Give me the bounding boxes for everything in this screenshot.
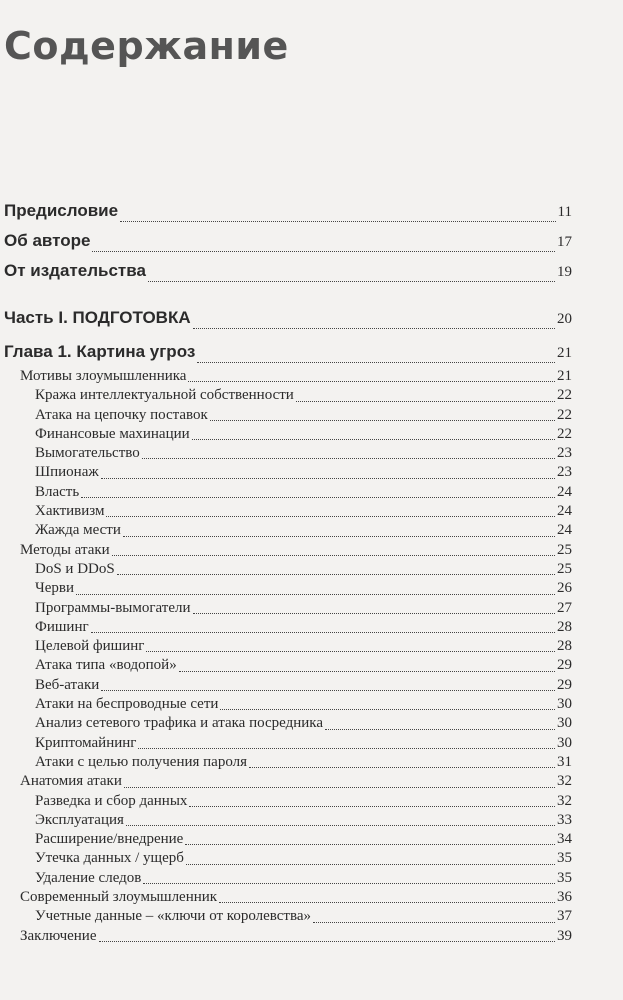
toc-entry[interactable]: [4, 772, 572, 791]
toc-entry[interactable]: [4, 367, 572, 386]
toc-entry-page: 21: [557, 368, 572, 384]
toc-sections: [4, 367, 572, 946]
toc-entry[interactable]: [4, 927, 572, 946]
dot-leader: [76, 594, 555, 595]
toc-entry-page: 24: [557, 483, 572, 500]
toc-entry[interactable]: [4, 637, 572, 656]
toc-entry[interactable]: [4, 560, 572, 579]
page-title: Содержание: [4, 24, 289, 68]
toc-entry-page: 28: [557, 618, 572, 635]
dot-leader: [219, 902, 555, 903]
toc-entry-title: Программы-вымогатели: [35, 599, 191, 616]
toc-entry[interactable]: [4, 869, 572, 888]
toc-entry[interactable]: [4, 734, 572, 753]
toc-entry[interactable]: [4, 444, 572, 463]
dot-leader: [193, 328, 555, 329]
dot-leader: [146, 651, 555, 652]
toc-entry-title: Целевой фишинг: [35, 638, 145, 655]
toc-entry-page: 30: [557, 715, 572, 732]
toc-entry-part[interactable]: [4, 303, 572, 333]
dot-leader: [123, 536, 555, 537]
toc-entry-title: DoS и DDoS: [35, 560, 115, 577]
toc-entry-title: Хактивизм: [35, 503, 105, 520]
toc-entry-title: Эксплуатация: [35, 811, 124, 828]
dot-leader: [192, 439, 555, 440]
toc-entry-title: Атака типа «водопой»: [35, 657, 177, 674]
toc-entry-page: 23: [557, 464, 572, 481]
toc-entry-page: 21: [557, 345, 572, 361]
toc-entry-title: Финансовые махинации: [35, 425, 190, 442]
toc-entry[interactable]: [4, 406, 572, 425]
toc-entry-title: Заключение: [20, 927, 97, 944]
dot-leader: [188, 381, 555, 382]
toc-entry-title: Удаление следов: [35, 869, 142, 886]
toc-entry[interactable]: [4, 599, 572, 618]
toc-entry-title: Жажда мести: [35, 522, 121, 539]
dot-leader: [197, 362, 555, 363]
toc-entry-page: 30: [557, 734, 572, 751]
toc-entry[interactable]: [4, 483, 572, 502]
toc-entry[interactable]: [4, 425, 572, 444]
toc-entry-title: Расширение/внедрение: [35, 831, 184, 848]
toc-entry-title: От издательства: [4, 261, 146, 280]
dot-leader: [81, 497, 555, 498]
toc-entry-page: 35: [557, 869, 572, 886]
toc-entry-chapter[interactable]: [4, 337, 572, 367]
dot-leader: [91, 632, 555, 633]
toc-entry-page: 34: [557, 831, 572, 848]
toc-entry[interactable]: [4, 888, 572, 907]
toc-entry-title: Шпионаж: [35, 464, 99, 481]
dot-leader: [313, 922, 555, 923]
toc-entry-title: Вымогательство: [35, 445, 140, 462]
toc-entry-page: 22: [557, 406, 572, 423]
dot-leader: [112, 555, 555, 556]
dot-leader: [101, 478, 555, 479]
toc-entry-page: 29: [557, 676, 572, 693]
toc-entry-title: Кража интеллектуальной собственности: [35, 387, 294, 404]
toc-entry-from-publisher[interactable]: [4, 256, 572, 286]
dot-leader: [186, 864, 555, 865]
toc-entry-title: Атаки на беспроводные сети: [35, 696, 219, 713]
toc-entry-page: 20: [557, 311, 572, 327]
toc-entry[interactable]: [4, 811, 572, 830]
toc-entry-title: Глава 1. Картина угроз: [4, 342, 196, 361]
toc-entry-page: 22: [557, 425, 572, 442]
toc-entry[interactable]: [4, 695, 572, 714]
dot-leader: [124, 787, 555, 788]
dot-leader: [126, 825, 555, 826]
toc-entry[interactable]: [4, 579, 572, 598]
toc-entry-page: 35: [557, 850, 572, 867]
toc-entry-title: Предисловие: [4, 201, 119, 220]
toc-entry-page: 11: [557, 204, 572, 220]
toc-entry-title: Утечка данных / ущерб: [35, 850, 184, 867]
toc-entry-title: Методы атаки: [20, 541, 110, 558]
dot-leader: [296, 401, 555, 402]
toc-entry-title: Власть: [35, 483, 80, 500]
toc-entry[interactable]: [4, 463, 572, 482]
dot-leader: [220, 709, 555, 710]
toc-entry[interactable]: [4, 676, 572, 695]
toc-entry-page: 25: [557, 560, 572, 577]
dot-leader: [179, 671, 555, 672]
toc-entry-page: 31: [557, 753, 572, 770]
toc-entry[interactable]: [4, 714, 572, 733]
toc-entry-page: 25: [557, 541, 572, 558]
dot-leader: [193, 613, 555, 614]
dot-leader: [117, 574, 555, 575]
toc-entry-title: Атака на цепочку поставок: [35, 406, 208, 423]
toc-entry-title: Анатомия атаки: [20, 773, 122, 790]
toc-entry-title: Атаки с целью получения пароля: [35, 753, 248, 770]
toc-entry-page: 24: [557, 503, 572, 520]
toc-entry-page: 19: [557, 264, 572, 280]
toc-entry-preface[interactable]: [4, 196, 572, 226]
toc-entry-page: 30: [557, 696, 572, 713]
toc-entry-page: 36: [557, 889, 572, 906]
toc-entry-title: Учетные данные – «ключи от королевства»: [35, 908, 312, 925]
toc-entry-title: Мотивы злоумышленника: [20, 368, 187, 384]
dot-leader: [249, 767, 555, 768]
toc-entry[interactable]: [4, 656, 572, 675]
toc-entry-title: Разведка и сбор данных: [35, 792, 188, 809]
dot-leader: [106, 516, 555, 517]
dot-leader: [142, 458, 555, 459]
toc-entry-title: Криптомайнинг: [35, 734, 137, 751]
toc-entry-page: 32: [557, 792, 572, 809]
dot-leader: [143, 883, 555, 884]
dot-leader: [325, 729, 555, 730]
toc-entry-page: 28: [557, 638, 572, 655]
toc-entry-title: Современный злоумышленник: [20, 889, 218, 906]
toc-entry[interactable]: [4, 830, 572, 849]
toc-entry-page: 26: [557, 580, 572, 597]
dot-leader: [101, 690, 555, 691]
toc-entry-title: Веб-атаки: [35, 676, 100, 693]
toc-entry-title: Фишинг: [35, 618, 89, 635]
toc-entry-page: 33: [557, 811, 572, 828]
toc-entry-page: 39: [557, 927, 572, 944]
toc-entry-page: 24: [557, 522, 572, 539]
table-of-contents: [4, 196, 572, 946]
toc-entry-title: Часть I. ПОДГОТОВКА: [4, 308, 191, 327]
toc-entry-page: 17: [557, 234, 572, 250]
toc-entry[interactable]: [4, 386, 572, 405]
toc-entry-about-author[interactable]: [4, 226, 572, 256]
toc-entry[interactable]: [4, 753, 572, 772]
toc-entry-title: Об авторе: [4, 231, 91, 250]
toc-entry[interactable]: [4, 849, 572, 868]
toc-entry-page: 29: [557, 657, 572, 674]
toc-entry[interactable]: [4, 541, 572, 560]
dot-leader: [210, 420, 555, 421]
toc-entry[interactable]: [4, 618, 572, 637]
toc-entry-page: 32: [557, 773, 572, 790]
dot-leader: [148, 281, 555, 282]
toc-entry-title: Анализ сетевого трафика и атака посредника: [35, 715, 324, 732]
toc-entry[interactable]: [4, 792, 572, 811]
toc-entry-page: 22: [557, 387, 572, 404]
toc-entry[interactable]: [4, 907, 572, 926]
toc-entry-page: 27: [557, 599, 572, 616]
dot-leader: [138, 748, 555, 749]
toc-entry-page: 37: [557, 908, 572, 925]
dot-leader: [99, 941, 556, 942]
toc-entry[interactable]: [4, 521, 572, 540]
dot-leader: [189, 806, 555, 807]
toc-entry-title: Черви: [35, 580, 75, 597]
dot-leader: [120, 221, 555, 222]
dot-leader: [92, 251, 555, 252]
toc-entry-page: 23: [557, 445, 572, 462]
dot-leader: [185, 844, 555, 845]
toc-entry[interactable]: [4, 502, 572, 521]
